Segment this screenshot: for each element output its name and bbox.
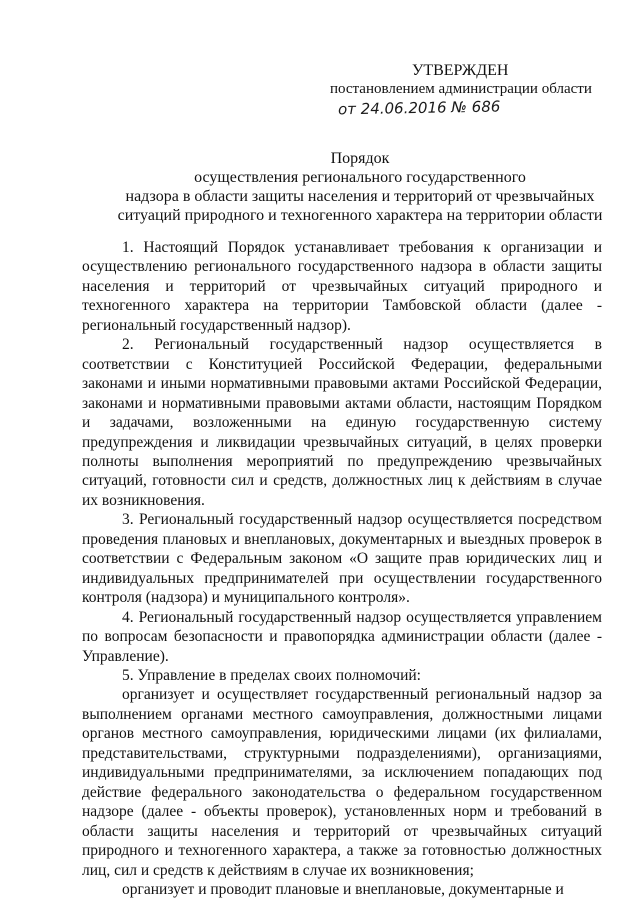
title-line-4: ситуаций природного и техногенного характера на территории области — [117, 207, 603, 224]
handwritten-date: от 24.06.2016 № 686 — [337, 97, 501, 119]
document-title — [90, 149, 630, 225]
paragraph-5-item-1: организует и осуществляет государственный региональный надзор за выполнением органами местного самоуправления, должностными лицами органов местного самоуправления, юридическими лицами (их филиалами, представительствами, структурными подразделениями), организациями, индивидуальными предпринимателями, за исключением попадающих под действие федерального законодательства о федеральном государственном надзоре (далее - объекты проверок), установленных норм и требований в области защиты населения и территорий от чрезвычайных ситуаций природного и техногенного характера, а также за готовностью должностных лиц, сил и средств к действиям в случае их возникновения; — [82, 686, 602, 879]
paragraph-3: 3. Региональный государственный надзор осуществляется посредством проведения плановых и внеплановых, документарных и выездных проверок в соответствии с Федеральным законом «О защите прав юридических лиц и индивидуальных предпринимателей при осуществлении государственного контроля (надзора) и муниципального контроля». — [82, 511, 602, 607]
approval-stamp — [330, 62, 615, 119]
paragraph-2: 2. Региональный государственный надзор осуществляется в соответствии с Конституцией Российской Федерации, федеральными законами и иными нормативными правовыми актами Российской Федерации, законами и нормативными правовыми актами области, настоящим Порядком и задачами, возложенными на единую государственную систему предупреждения и ликвидации чрезвычайных ситуаций, в целях проверки полноты выполнения мероприятий по предупреждению чрезвычайных ситуаций, готовности сил и средств, должностных лиц к действиям в случае их возникновения. — [82, 336, 602, 509]
paragraph-5-item-2: организует и проводит плановые и внеплановые, документарные и — [122, 880, 564, 898]
approval-line: постановлением администрации области — [330, 81, 592, 97]
title-line-3: надзора в области защиты населения и территорий от чрезвычайных — [125, 188, 595, 205]
title-line-2: осуществления регионального государственного — [194, 169, 526, 186]
document-body — [82, 238, 602, 899]
paragraph-1: 1. Настоящий Порядок устанавливает требования к организации и осуществлению регионального государственного надзора в области защиты населения и территорий от чрезвычайных ситуаций природного и техногенного характера на территории Тамбовской области (далее - региональный государственный надзор). — [82, 239, 602, 334]
approval-heading: УТВЕРЖДЕН — [412, 62, 509, 79]
title-line-1: Порядок — [330, 150, 390, 167]
paragraph-5: 5. Управление в пределах своих полномочий: — [122, 666, 421, 684]
paragraph-4: 4. Региональный государственный надзор осуществляется управлением по вопросам безопасности и правопорядка администрации области (далее - Управление). — [82, 608, 602, 665]
